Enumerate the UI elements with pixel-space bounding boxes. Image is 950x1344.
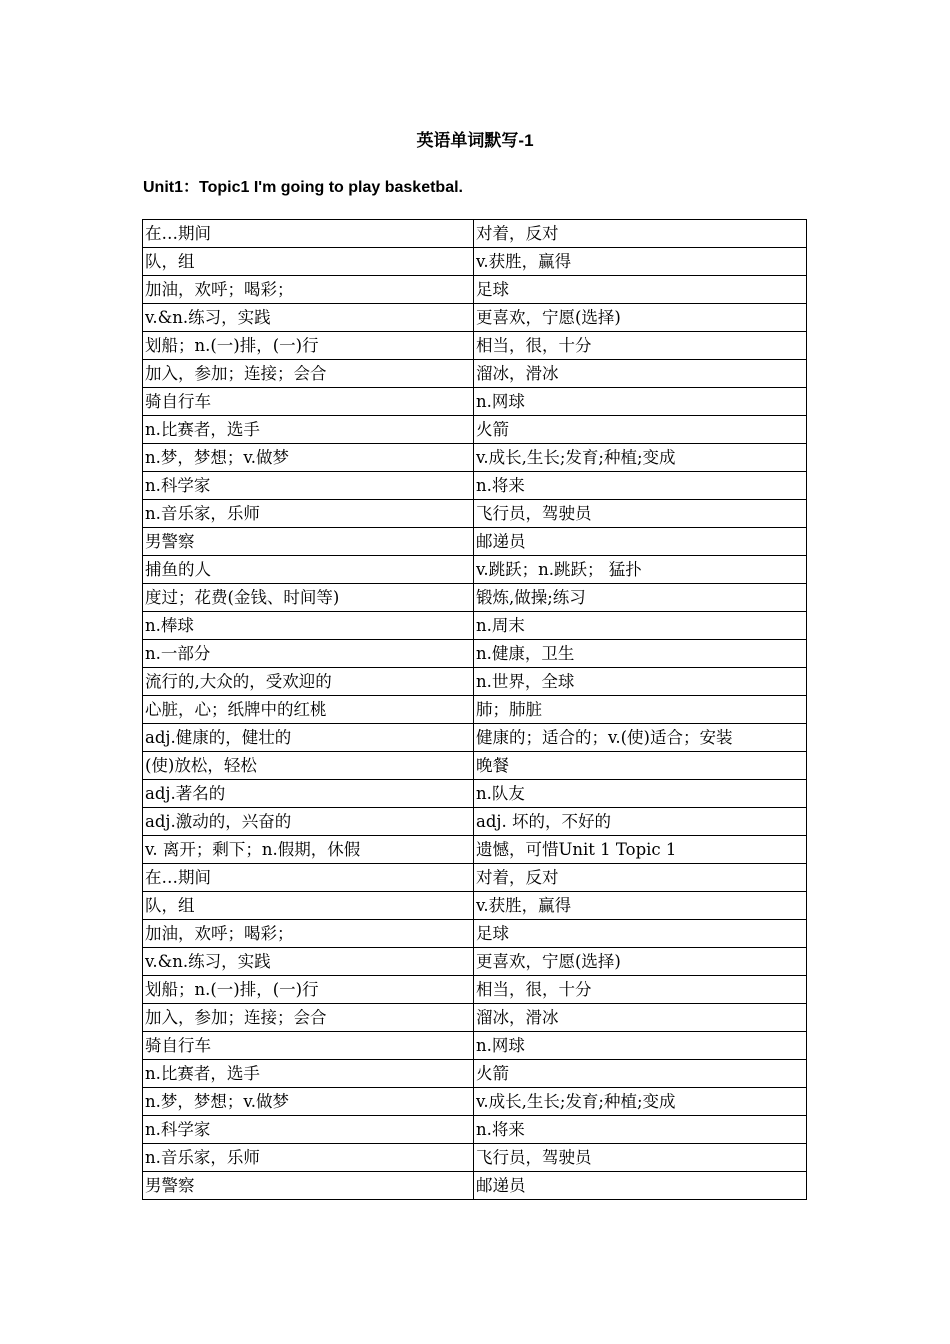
- meaning-cell-right: 肺；肺脏: [474, 696, 807, 724]
- meaning-cell-right: v.获胜，赢得: [474, 248, 807, 276]
- meaning-cell-left: v. 离开；剩下；n.假期，休假: [143, 836, 474, 864]
- meaning-cell-right: n.健康，卫生: [474, 640, 807, 668]
- vocabulary-table-body: [143, 220, 807, 1200]
- table-row: [143, 1060, 807, 1088]
- meaning-cell-left: (使)放松，轻松: [143, 752, 474, 780]
- table-row: [143, 1032, 807, 1060]
- meaning-cell-right: 溜冰，滑冰: [474, 1004, 807, 1032]
- table-row: [143, 360, 807, 388]
- meaning-cell-right: 足球: [474, 920, 807, 948]
- meaning-cell-left: 流行的,大众的，受欢迎的: [143, 668, 474, 696]
- meaning-cell-left: n.棒球: [143, 612, 474, 640]
- meaning-cell-right: 火箭: [474, 416, 807, 444]
- table-row: [143, 920, 807, 948]
- meaning-cell-left: 加油，欢呼；喝彩；: [143, 276, 474, 304]
- meaning-cell-right: n.网球: [474, 1032, 807, 1060]
- table-row: [143, 500, 807, 528]
- meaning-cell-left: adj.健康的，健壮的: [143, 724, 474, 752]
- vocabulary-table: [142, 219, 807, 1200]
- table-row: [143, 668, 807, 696]
- table-row: [143, 528, 807, 556]
- meaning-cell-right: 邮递员: [474, 528, 807, 556]
- meaning-cell-right: n.将来: [474, 1116, 807, 1144]
- table-row: [143, 1004, 807, 1032]
- meaning-cell-left: n.科学家: [143, 1116, 474, 1144]
- table-row: [143, 304, 807, 332]
- meaning-cell-left: 捕鱼的人: [143, 556, 474, 584]
- table-row: [143, 1088, 807, 1116]
- meaning-cell-left: v.&n.练习，实践: [143, 948, 474, 976]
- meaning-cell-left: n.音乐家，乐师: [143, 1144, 474, 1172]
- meaning-cell-left: 加入，参加；连接；会合: [143, 360, 474, 388]
- table-row: [143, 444, 807, 472]
- table-row: [143, 1172, 807, 1200]
- table-row: [143, 808, 807, 836]
- meaning-cell-left: n.梦，梦想；v.做梦: [143, 1088, 474, 1116]
- table-row: [143, 752, 807, 780]
- meaning-cell-right: v.成长,生长;发育;种植;变成: [474, 1088, 807, 1116]
- table-row: [143, 640, 807, 668]
- meaning-cell-left: adj.著名的: [143, 780, 474, 808]
- meaning-cell-right: 火箭: [474, 1060, 807, 1088]
- meaning-cell-right: 溜冰，滑冰: [474, 360, 807, 388]
- meaning-cell-right: 相当，很，十分: [474, 976, 807, 1004]
- meaning-cell-right: 飞行员，驾驶员: [474, 500, 807, 528]
- meaning-cell-left: 划船；n.(一)排，(一)行: [143, 332, 474, 360]
- meaning-cell-right: 对着，反对: [474, 864, 807, 892]
- meaning-cell-left: adj.激动的，兴奋的: [143, 808, 474, 836]
- meaning-cell-left: 加入，参加；连接；会合: [143, 1004, 474, 1032]
- table-row: [143, 836, 807, 864]
- meaning-cell-right: n.将来: [474, 472, 807, 500]
- table-row: [143, 780, 807, 808]
- meaning-cell-left: n.科学家: [143, 472, 474, 500]
- meaning-cell-left: 男警察: [143, 528, 474, 556]
- table-row: [143, 248, 807, 276]
- table-row: [143, 724, 807, 752]
- meaning-cell-right: 遗憾，可惜Unit 1 Topic 1: [474, 836, 807, 864]
- meaning-cell-right: v.跳跃；n.跳跃； 猛扑: [474, 556, 807, 584]
- table-row: [143, 416, 807, 444]
- meaning-cell-left: n.梦，梦想；v.做梦: [143, 444, 474, 472]
- meaning-cell-right: 锻炼,做操;练习: [474, 584, 807, 612]
- meaning-cell-right: n.周末: [474, 612, 807, 640]
- table-row: [143, 556, 807, 584]
- table-row: [143, 612, 807, 640]
- meaning-cell-left: v.&n.练习，实践: [143, 304, 474, 332]
- table-row: [143, 696, 807, 724]
- meaning-cell-right: 更喜欢，宁愿(选择): [474, 948, 807, 976]
- meaning-cell-left: 骑自行车: [143, 388, 474, 416]
- table-row: [143, 892, 807, 920]
- meaning-cell-right: 健康的；适合的；v.(使)适合；安装: [474, 724, 807, 752]
- meaning-cell-right: adj. 坏的，不好的: [474, 808, 807, 836]
- meaning-cell-right: v.成长,生长;发育;种植;变成: [474, 444, 807, 472]
- meaning-cell-left: 加油，欢呼；喝彩；: [143, 920, 474, 948]
- meaning-cell-left: n.一部分: [143, 640, 474, 668]
- meaning-cell-right: 对着，反对: [474, 220, 807, 248]
- meaning-cell-right: n.世界，全球: [474, 668, 807, 696]
- table-row: [143, 948, 807, 976]
- unit-topic-heading: Unit1：Topic1 I'm going to play basketbal.: [143, 179, 463, 196]
- table-row: [143, 584, 807, 612]
- meaning-cell-left: 队，组: [143, 248, 474, 276]
- table-row: [143, 332, 807, 360]
- table-row: [143, 220, 807, 248]
- meaning-cell-right: n.队友: [474, 780, 807, 808]
- meaning-cell-right: n.网球: [474, 388, 807, 416]
- meaning-cell-right: 晚餐: [474, 752, 807, 780]
- document-title: 英语单词默写-1: [416, 131, 534, 150]
- meaning-cell-right: 飞行员，驾驶员: [474, 1144, 807, 1172]
- meaning-cell-left: n.比赛者，选手: [143, 1060, 474, 1088]
- meaning-cell-left: 心脏，心；纸牌中的红桃: [143, 696, 474, 724]
- meaning-cell-left: 队，组: [143, 892, 474, 920]
- meaning-cell-left: 男警察: [143, 1172, 474, 1200]
- table-row: [143, 1144, 807, 1172]
- meaning-cell-left: n.音乐家，乐师: [143, 500, 474, 528]
- meaning-cell-left: 在…期间: [143, 220, 474, 248]
- meaning-cell-left: 划船；n.(一)排，(一)行: [143, 976, 474, 1004]
- meaning-cell-right: v.获胜，赢得: [474, 892, 807, 920]
- table-row: [143, 276, 807, 304]
- meaning-cell-left: 骑自行车: [143, 1032, 474, 1060]
- table-row: [143, 1116, 807, 1144]
- meaning-cell-right: 相当，很，十分: [474, 332, 807, 360]
- meaning-cell-right: 足球: [474, 276, 807, 304]
- table-row: [143, 976, 807, 1004]
- table-row: [143, 472, 807, 500]
- meaning-cell-left: 度过；花费(金钱、时间等): [143, 584, 474, 612]
- table-row: [143, 864, 807, 892]
- meaning-cell-right: 更喜欢，宁愿(选择): [474, 304, 807, 332]
- meaning-cell-right: 邮递员: [474, 1172, 807, 1200]
- meaning-cell-left: n.比赛者，选手: [143, 416, 474, 444]
- meaning-cell-left: 在…期间: [143, 864, 474, 892]
- table-row: [143, 388, 807, 416]
